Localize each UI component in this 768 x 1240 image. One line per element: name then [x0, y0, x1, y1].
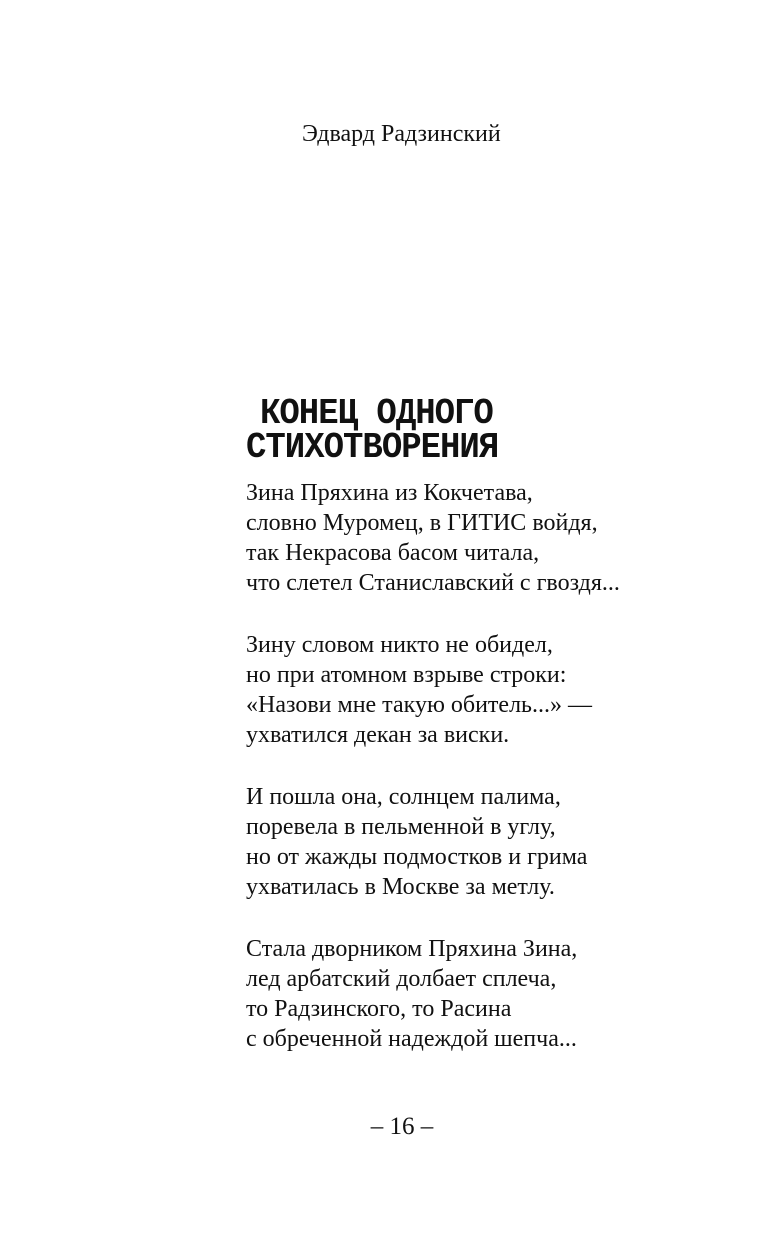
- poem-title-line-1: КОНЕЦ ОДНОГО: [260, 394, 493, 435]
- stanza-3: [246, 782, 756, 902]
- poem-line: Зину словом никто не обидел,: [246, 632, 553, 658]
- poem-line: но от жажды подмостков и грима: [246, 844, 588, 870]
- poem-line: Стала дворником Пряхина Зина,: [246, 936, 578, 962]
- poem-title-line-2: СТИХОТВОРЕНИЯ: [246, 428, 499, 469]
- poem-line: лед арбатский долбает сплеча,: [246, 966, 557, 992]
- poem-line: И пошла она, солнцем палима,: [246, 784, 561, 810]
- poem-line: Зина Пряхина из Кокчетава,: [246, 480, 533, 506]
- poem-line: ухватилась в Москве за метлу.: [246, 874, 555, 900]
- stanza-4: [246, 934, 756, 1054]
- poem-line: то Радзинского, то Расина: [246, 996, 512, 1022]
- stanza-2: [246, 630, 756, 750]
- poem-body: [246, 478, 756, 1086]
- poem-line: ухватился декан за виски.: [246, 722, 510, 748]
- poem-line: с обреченной надеждой шепча...: [246, 1026, 577, 1052]
- poem-line: словно Муромец, в ГИТИС войдя,: [246, 510, 598, 536]
- poem-line: «Назови мне такую обитель...» —: [246, 692, 592, 718]
- poem-line: поревела в пельменной в углу,: [246, 814, 556, 840]
- running-header-author: Эдвард Радзинский: [302, 121, 501, 147]
- poem-line: что слетел Станиславский с гвоздя...: [246, 570, 620, 596]
- poem-line: так Некрасова басом читала,: [246, 540, 540, 566]
- stanza-1: [246, 478, 756, 598]
- poem-line: но при атомном взрыве строки:: [246, 662, 567, 688]
- poem-title: [246, 394, 499, 469]
- page-number: – 16 –: [370, 1113, 434, 1140]
